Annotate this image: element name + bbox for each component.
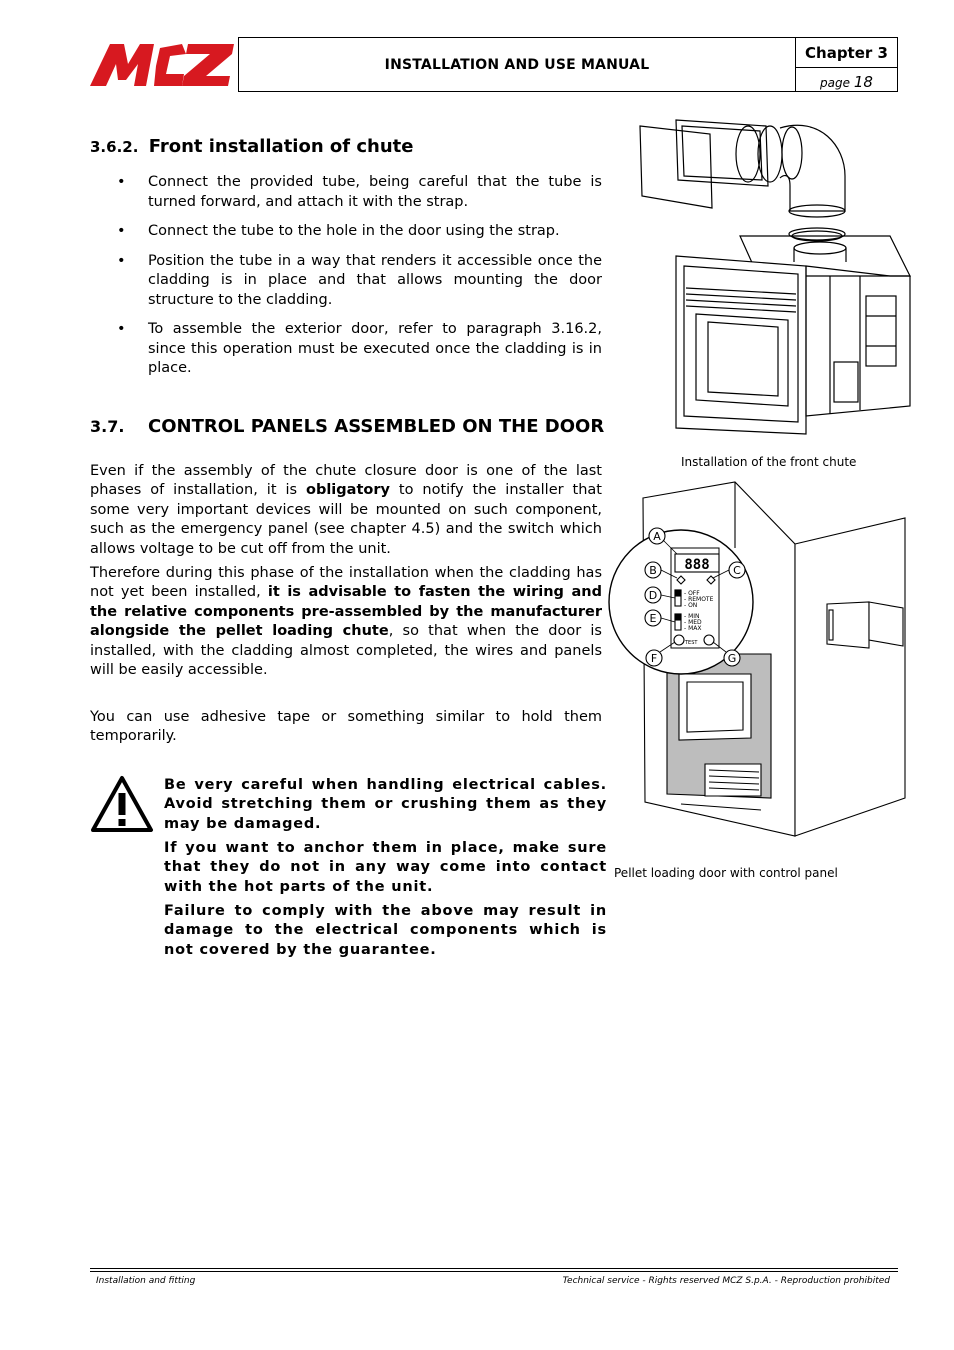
text-run: Therefore during this phase of the installation when the cladding has not yet been installed, [90, 565, 602, 601]
callout-a: A [653, 530, 661, 543]
document-title: INSTALLATION AND USE MANUAL [384, 56, 650, 73]
text-run: Even if the assembly of the chute closure door is one of the last phases of installation, it is [90, 463, 602, 499]
figure-caption: Pellet loading door with control panel [614, 866, 838, 880]
control-panel-illustration [605, 478, 915, 840]
callout-d: D [648, 589, 658, 602]
test-label: TEST [685, 640, 698, 646]
list-item: • To assemble the exterior door, refer to paragraph 3.16.2, since this operation must be executed once the cladding is in place. [90, 320, 602, 379]
callout-g: G [727, 652, 737, 665]
list-item: • Position the tube in a way that renders it accessible once the cladding is in place and that allows mounting the door structure to the cladding. [90, 252, 602, 311]
text-run: , so that when the door is installed, with the cladding almost completed, the wires and panels will be easily accessible. [90, 623, 602, 679]
warning-text: Failure to comply with the above may result in damage to the electrical components which is not covered by the guarantee. [164, 903, 607, 958]
section-number: 3.6.2. [90, 138, 139, 156]
front-chute-illustration [620, 116, 920, 442]
page-number [795, 73, 898, 91]
figure-caption: Installation of the front chute [681, 455, 857, 469]
footer-rule [90, 1271, 898, 1272]
bold-text: obligatory [306, 482, 390, 499]
chapter-label: Chapter 3 [805, 44, 888, 62]
display-digits: 888 [684, 557, 710, 573]
callout-b: B [649, 564, 657, 577]
paragraph [90, 462, 602, 559]
callout-e: E [649, 612, 657, 625]
switch-min-label: - MIN [684, 613, 700, 620]
section-heading-37 [90, 416, 604, 437]
page-number-value: 18 [853, 73, 873, 91]
instruction-list [90, 173, 602, 389]
section-title: Front installation of chute [148, 136, 414, 157]
list-item: • Connect the provided tube, being careful that the tube is turned forward, and attach it with the strap. [90, 173, 602, 212]
switch-max-label: - MAX [684, 625, 702, 632]
bold-text: it is advisable to fasten the wiring and the relative components pre-assembled by the manufacturer alongside the pellet loading chute [90, 584, 602, 640]
warning-text: Be very careful when handling electrical cables. Avoid stretching them or crushing them as they may be damaged. [164, 777, 607, 832]
section-title: CONTROL PANELS ASSEMBLED ON THE DOOR [148, 416, 605, 437]
callout-c: C [733, 564, 741, 577]
section-number: 3.7. [90, 417, 125, 436]
switch-med-label: - MED [684, 619, 702, 626]
page-label: page [820, 76, 851, 90]
paragraph [90, 564, 602, 680]
warning-text: If you want to anchor them in place, make sure that they do not in any way come into contact with the hot parts of the unit. [164, 840, 607, 895]
section-heading-362 [90, 136, 414, 157]
text-run: to notify the installer that some very important devices will be mounted on such component, such as the emergency panel (see chapter 4.5) and the switch which allows voltage to be cut off from the unit. [90, 482, 602, 557]
paragraph: You can use adhesive tape or something similar to hold them temporarily. [90, 709, 602, 745]
switch-on-label: - ON [684, 602, 698, 609]
footer-rule [90, 1268, 898, 1269]
switch-remote-label: - REMOTE [684, 596, 714, 603]
warning-icon [90, 775, 154, 833]
footer-left-text: Installation and fitting [96, 1276, 196, 1286]
callout-f: F [650, 652, 658, 665]
list-item: • Connect the tube to the hole in the door using the strap. [90, 222, 602, 242]
mcz-logo [90, 40, 236, 90]
footer-right-text: Technical service - Rights reserved MCZ S.p.A. - Reproduction prohibited [562, 1276, 890, 1286]
chapter-divider [795, 67, 898, 68]
switch-off-label: - OFF [684, 590, 700, 597]
